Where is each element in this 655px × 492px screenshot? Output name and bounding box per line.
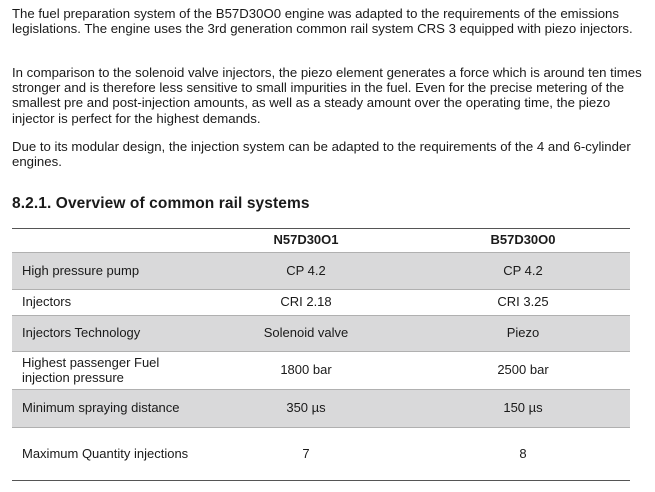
table-row	[12, 352, 630, 390]
table-cell-parameter: High pressure pump	[12, 253, 196, 290]
section-heading: 8.2.1. Overview of common rail systems	[12, 195, 310, 212]
table-cell-parameter: Highest passenger Fuel injection pressure	[12, 352, 196, 390]
table-cell-n57: Solenoid valve	[196, 316, 416, 352]
table-cell-parameter: Injectors	[12, 290, 196, 316]
table-cell-parameter: Maximum Quantity injections	[12, 428, 196, 481]
table-cell-parameter: Minimum spraying distance	[12, 390, 196, 428]
table-cell-n57: 350 µs	[196, 390, 416, 428]
table-cell-b57: 150 µs	[416, 390, 630, 428]
table-cell-b57: Piezo	[416, 316, 630, 352]
table-row	[12, 290, 630, 316]
table-cell-n57: 1800 bar	[196, 352, 416, 390]
table-row	[12, 253, 630, 290]
common-rail-comparison-table	[12, 228, 630, 481]
table-header-parameter	[12, 229, 196, 253]
table-header-row	[12, 229, 630, 253]
table-row	[12, 390, 630, 428]
table-row	[12, 316, 630, 352]
table-cell-b57: CP 4.2	[416, 253, 630, 290]
table-cell-n57: CRI 2.18	[196, 290, 416, 316]
table-cell-b57: CRI 3.25	[416, 290, 630, 316]
table-cell-b57: 8	[416, 428, 630, 481]
piezo-comparison-paragraph: In comparison to the solenoid valve injectors, the piezo element generates a force which is around ten times stronger and is therefore less sensitive to small impurities in the fuel. Even for the precise metering of the smallest pre and post-injection amounts, as well as a steady amount over the operating time, the piezo injector is perfect for the highest demands.	[12, 65, 642, 126]
table-header-n57: N57D30O1	[196, 229, 416, 253]
intro-paragraph: The fuel preparation system of the B57D30O0 engine was adapted to the requirements of the emissions legislations. The engine uses the 3rd generation common rail system CRS 3 equipped with piezo injectors.	[12, 6, 633, 37]
table-cell-n57: 7	[196, 428, 416, 481]
modular-design-paragraph: Due to its modular design, the injection system can be adapted to the requirements of the 4 and 6-cylinder engines.	[12, 139, 631, 170]
table-cell-parameter: Injectors Technology	[12, 316, 196, 352]
table-cell-n57: CP 4.2	[196, 253, 416, 290]
table-row	[12, 428, 630, 481]
table-cell-b57: 2500 bar	[416, 352, 630, 390]
table-header-b57: B57D30O0	[416, 229, 630, 253]
